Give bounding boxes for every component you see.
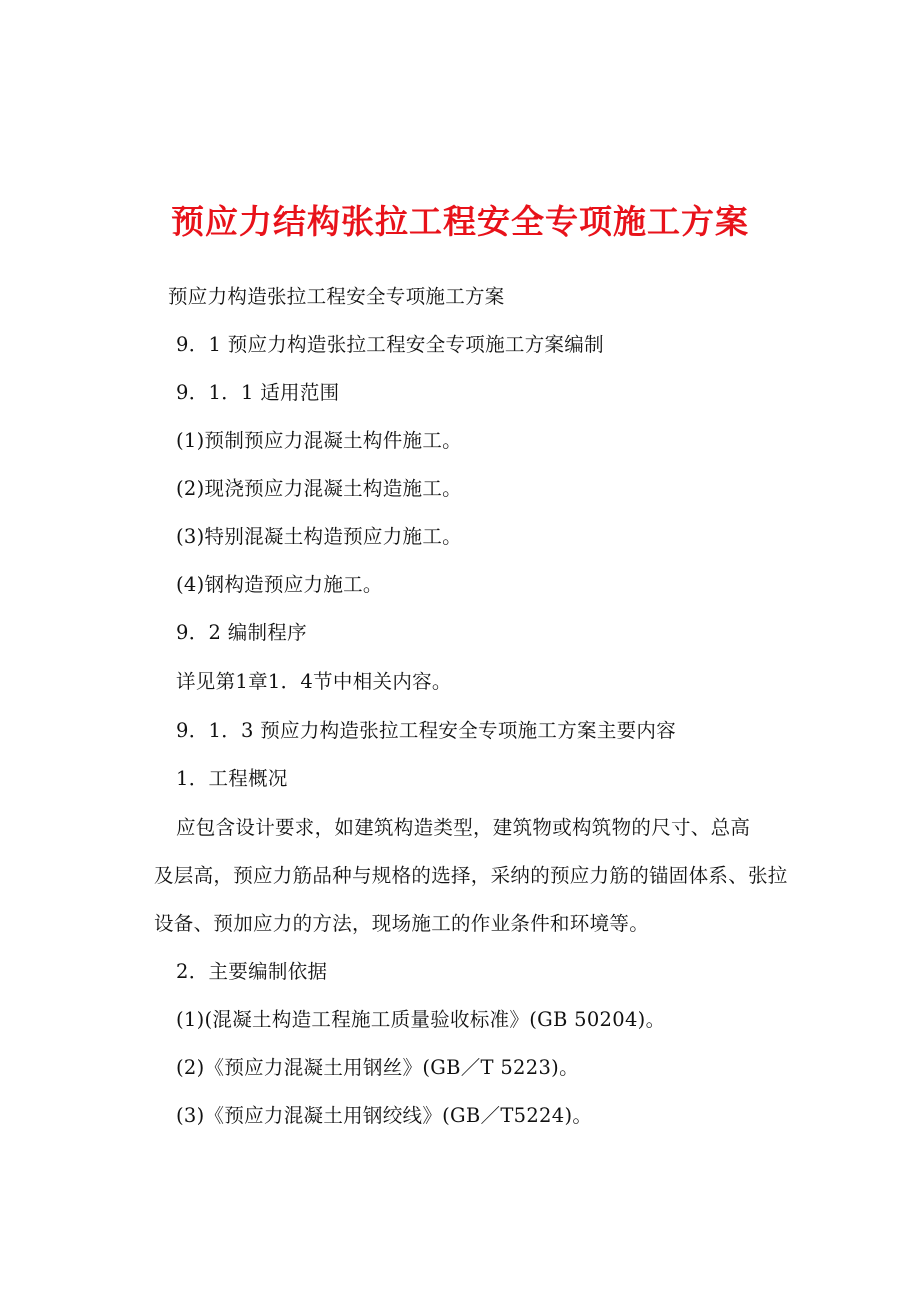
- list-item: (3)特别混凝土构造预应力施工。: [176, 525, 462, 548]
- list-item: (3)《预应力混凝土用钢绞线》(GB／T5224)。: [176, 1104, 593, 1127]
- paragraph-line: 应包含设计要求，如建筑构造类型，建筑物或构筑物的尺寸、总高: [176, 816, 751, 839]
- section-heading: 9．2 编制程序: [176, 621, 307, 644]
- list-item: (1)(混凝土构造工程施工质量验收标准》(GB 50204)。: [176, 1008, 666, 1031]
- paragraph-line: 设备、预加应力的方法，现场施工的作业条件和环境等。: [154, 912, 650, 935]
- section-heading: 9．1．1 适用范围: [176, 381, 340, 404]
- document-title: 预应力结构张拉工程安全专项施工方案: [171, 202, 749, 241]
- subtitle: 预应力构造张拉工程安全专项施工方案: [168, 285, 505, 308]
- paragraph: 详见第1章1．4节中相关内容。: [176, 670, 452, 693]
- section-heading: 2．主要编制依据: [176, 960, 328, 983]
- list-item: (1)预制预应力混凝土构件施工。: [176, 429, 462, 452]
- list-item: (4)钢构造预应力施工。: [176, 573, 383, 596]
- list-item: (2)现浇预应力混凝土构造施工。: [176, 477, 462, 500]
- section-heading: 9．1 预应力构造张拉工程安全专项施工方案编制: [176, 333, 604, 356]
- list-item: (2)《预应力混凝土用钢丝》(GB／T 5223)。: [176, 1056, 579, 1079]
- paragraph-line: 及层高，预应力筋品种与规格的选择，采纳的预应力筋的锚固体系、张拉: [154, 864, 788, 887]
- section-heading: 9．1．3 预应力构造张拉工程安全专项施工方案主要内容: [176, 719, 677, 742]
- section-heading: 1．工程概况: [176, 767, 288, 790]
